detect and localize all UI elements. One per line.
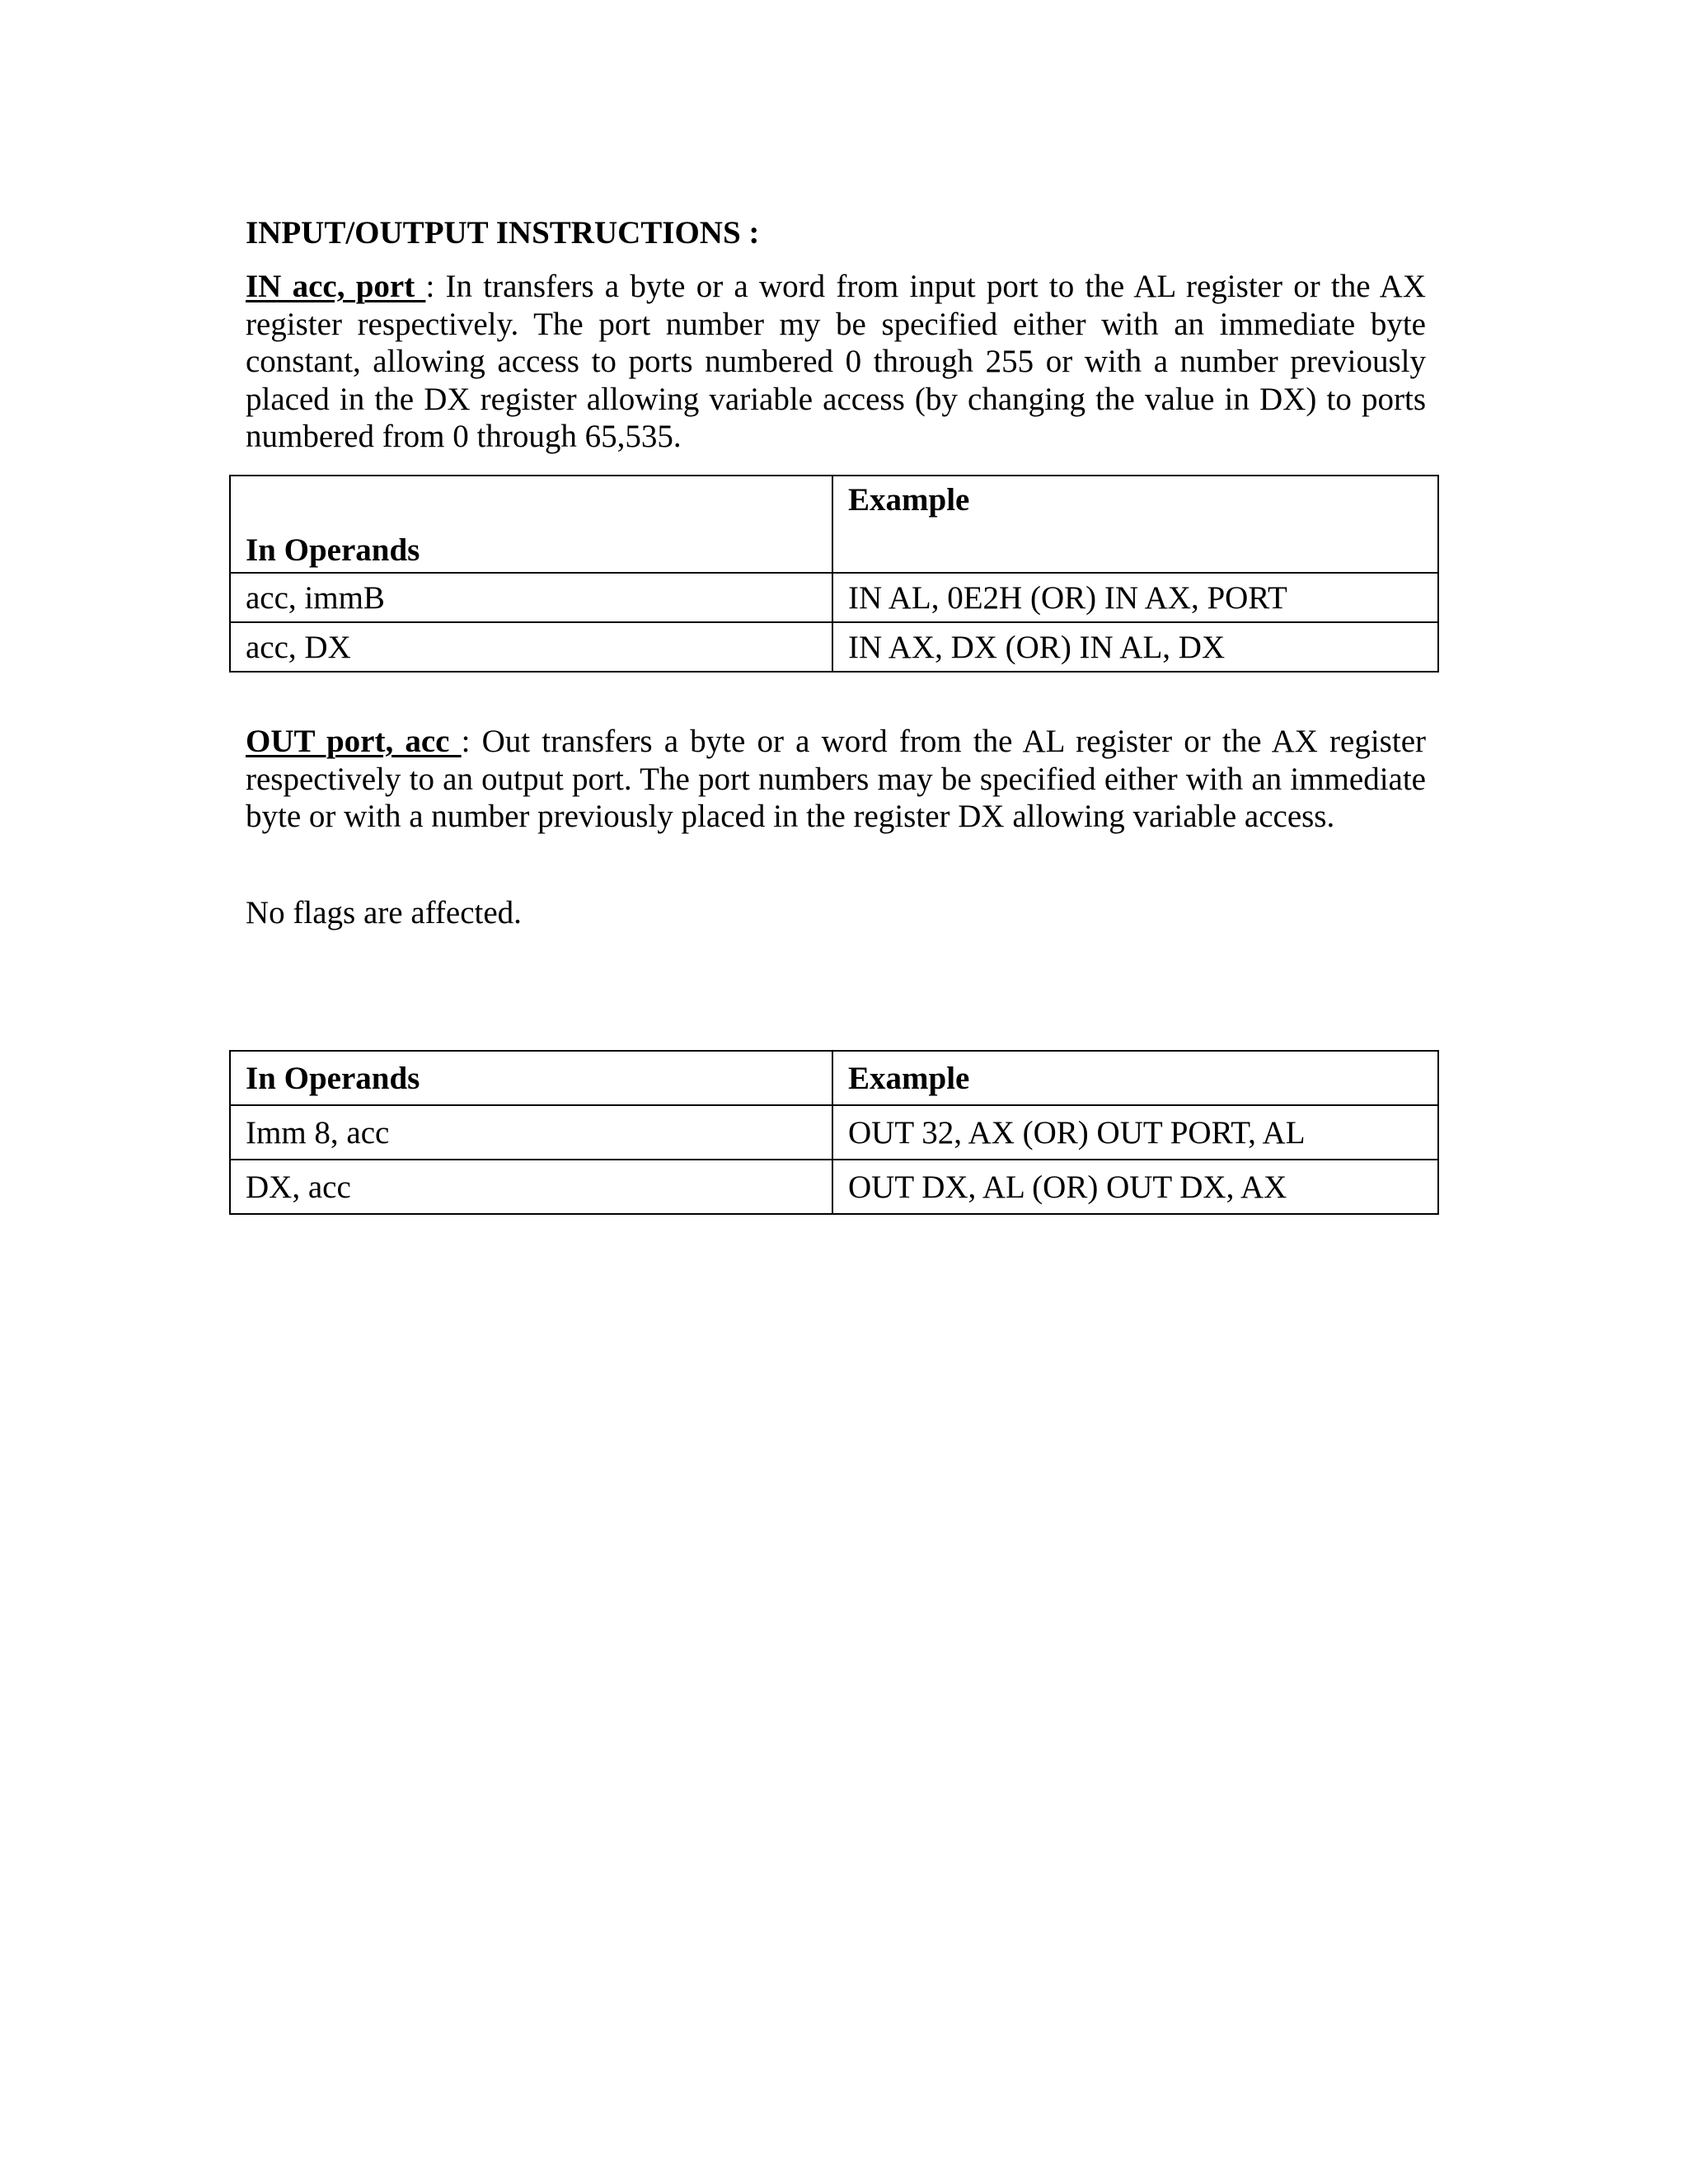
example-column-header: Example bbox=[832, 1051, 1438, 1105]
table-row bbox=[230, 573, 1438, 622]
table-header-row bbox=[230, 1051, 1438, 1105]
operands-column-header: In Operands bbox=[230, 476, 832, 573]
in-instruction-term: IN acc, port bbox=[246, 269, 426, 304]
flags-note: No flags are affected. bbox=[246, 895, 522, 930]
out-operands-table bbox=[229, 1050, 1439, 1215]
operands-cell: Imm 8, acc bbox=[230, 1105, 832, 1160]
operands-cell: DX, acc bbox=[230, 1160, 832, 1214]
in-operands-table bbox=[229, 475, 1439, 673]
in-instruction-description: : In transfers a byte or a word from input port to the AL register or the AX register respectively. The port number my be specified either with an immediate byte constant, allowing access to ports numbered 0 through 255 or with a number previously placed in the DX register allowing variable access (by changing the value in DX) to ports numbered from 0 through 65,535. bbox=[246, 269, 1426, 454]
table-header-row bbox=[230, 476, 1438, 573]
example-cell: IN AL, 0E2H (OR) IN AX, PORT bbox=[832, 573, 1438, 622]
example-cell: IN AX, DX (OR) IN AL, DX bbox=[832, 622, 1438, 672]
example-cell: OUT 32, AX (OR) OUT PORT, AL bbox=[832, 1105, 1438, 1160]
operands-column-header: In Operands bbox=[230, 1051, 832, 1105]
out-instruction-term: OUT port, acc bbox=[246, 724, 462, 759]
example-column-header: Example bbox=[832, 476, 1438, 573]
example-cell: OUT DX, AL (OR) OUT DX, AX bbox=[832, 1160, 1438, 1214]
out-instruction-paragraph bbox=[246, 723, 1426, 836]
table-row bbox=[230, 1160, 1438, 1214]
table-row bbox=[230, 1105, 1438, 1160]
out-instruction-description: : Out transfers a byte or a word from the AL register or the AX register respectively to an output port. The port numbers may be specified either with an immediate byte or with a number previously placed in the register DX allowing variable access. bbox=[246, 724, 1426, 834]
operands-cell: acc, immB bbox=[230, 573, 832, 622]
in-instruction-paragraph bbox=[246, 268, 1426, 456]
operands-cell: acc, DX bbox=[230, 622, 832, 672]
table-row bbox=[230, 622, 1438, 672]
page-heading: INPUT/OUTPUT INSTRUCTIONS : bbox=[246, 215, 760, 251]
